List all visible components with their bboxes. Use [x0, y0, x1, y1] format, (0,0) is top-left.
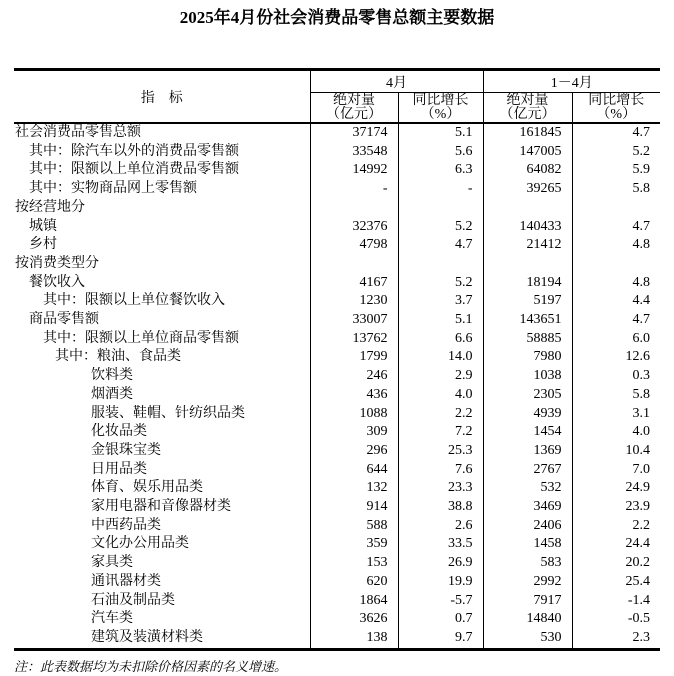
cum-absolute-cell: 140433 [483, 218, 572, 237]
apr-growth-cell: 19.9 [398, 573, 483, 592]
cum-growth-cell: 4.8 [632, 274, 650, 290]
table-row [14, 479, 660, 498]
apr-growth-cell [398, 255, 483, 274]
apr-growth-cell: 6.3 [398, 161, 483, 180]
cum-growth-cell: 4.4 [632, 293, 650, 309]
indicator-cell: 中西药品类 [14, 517, 310, 536]
table-row [14, 311, 660, 330]
indicator-cell: 按经营地分 [14, 199, 310, 218]
table-row [14, 274, 660, 293]
header-cum-growth [572, 93, 660, 124]
indicator-cell: 商品零售额 [14, 311, 310, 330]
cum-growth-cell: 24.9 [625, 480, 650, 496]
indicator-cell: 其中：限额以上单位商品零售额 [14, 330, 310, 349]
footnote: 注：此表数据均为未扣除价格因素的名义增速。 [14, 658, 288, 674]
cum-growth-cell: 10.4 [625, 442, 650, 458]
cum-absolute-cell: 7980 [483, 348, 572, 367]
header-apr-growth-line2: （%） [420, 106, 461, 122]
header-april: 4月 [310, 70, 483, 93]
table-row [14, 255, 660, 274]
cum-growth-cell: 12.6 [625, 349, 650, 365]
apr-growth-cell: 26.9 [398, 554, 483, 573]
indicator-cell: 其中：限额以上单位餐饮收入 [14, 292, 310, 311]
cum-absolute-cell: 18194 [483, 274, 572, 293]
apr-absolute-cell: 132 [310, 479, 398, 498]
header-apr-absolute [310, 93, 398, 124]
cum-growth-cell: -1.4 [627, 592, 650, 608]
apr-growth-cell: 33.5 [398, 535, 483, 554]
apr-absolute-cell [310, 199, 398, 218]
cum-growth-cell: 3.1 [632, 405, 650, 421]
indicator-cell: 其中：限额以上单位消费品零售额 [14, 161, 310, 180]
apr-growth-cell: 4.7 [398, 236, 483, 255]
apr-absolute-cell: 153 [310, 554, 398, 573]
table-row [14, 367, 660, 386]
cum-absolute-cell: 64082 [483, 161, 572, 180]
indicator-cell: 通讯器材类 [14, 573, 310, 592]
table-row [14, 554, 660, 573]
table-row [14, 592, 660, 611]
table-row [14, 610, 660, 629]
cum-absolute-cell [483, 255, 572, 274]
cum-growth-cell: 20.2 [625, 555, 650, 571]
table-body [14, 123, 660, 649]
apr-absolute-cell: 33548 [310, 143, 398, 162]
table-row [14, 180, 660, 199]
header-cum-absolute-line2: （亿元） [499, 106, 556, 122]
header-apr-growth [398, 93, 483, 124]
table-row [14, 442, 660, 461]
header-cum-growth-line2: （%） [596, 106, 637, 122]
apr-absolute-cell: 644 [310, 461, 398, 480]
cum-growth-cell: 25.4 [625, 573, 650, 589]
apr-growth-cell: 5.2 [398, 274, 483, 293]
apr-absolute-cell: 588 [310, 517, 398, 536]
cum-growth-cell: 2.3 [632, 629, 650, 645]
table-row [14, 573, 660, 592]
apr-absolute-cell: 138 [310, 629, 398, 649]
header-cum-absolute-line1: 绝对量 [506, 92, 549, 108]
cum-absolute-cell: 1038 [483, 367, 572, 386]
table-row [14, 405, 660, 424]
cum-absolute-cell: 7917 [483, 592, 572, 611]
table-row [14, 386, 660, 405]
cum-absolute-cell: 2305 [483, 386, 572, 405]
cum-absolute-cell [483, 199, 572, 218]
cum-absolute-cell: 147005 [483, 143, 572, 162]
cum-absolute-cell: 14840 [483, 610, 572, 629]
indicator-cell: 服装、鞋帽、针纺织品类 [14, 405, 310, 424]
apr-absolute-cell: 296 [310, 442, 398, 461]
indicator-cell: 社会消费品零售总额 [14, 123, 310, 143]
table-row [14, 143, 660, 162]
apr-growth-cell: 38.8 [398, 498, 483, 517]
apr-absolute-cell: 1230 [310, 292, 398, 311]
apr-growth-cell: 7.2 [398, 423, 483, 442]
table-row [14, 123, 660, 143]
apr-growth-cell [398, 199, 483, 218]
apr-absolute-cell: 914 [310, 498, 398, 517]
apr-growth-cell: 5.1 [398, 123, 483, 143]
indicator-cell: 汽车类 [14, 610, 310, 629]
indicator-cell: 烟酒类 [14, 386, 310, 405]
cum-absolute-cell: 143651 [483, 311, 572, 330]
apr-absolute-cell: 14992 [310, 161, 398, 180]
table-header [14, 70, 660, 124]
cum-growth-cell: 23.9 [625, 499, 650, 515]
cum-growth-cell: -0.5 [627, 611, 650, 627]
apr-absolute-cell: 3626 [310, 610, 398, 629]
header-group-row [14, 70, 660, 93]
apr-absolute-cell: - [310, 180, 398, 199]
table-row [14, 498, 660, 517]
cum-growth-cell: 7.0 [632, 461, 650, 477]
apr-absolute-cell: 1864 [310, 592, 398, 611]
cum-growth-cell: 4.7 [632, 125, 650, 140]
indicator-cell: 体育、娱乐用品类 [14, 479, 310, 498]
apr-growth-cell: 5.2 [398, 218, 483, 237]
cum-growth-cell: 4.7 [632, 218, 650, 234]
indicator-cell: 城镇 [14, 218, 310, 237]
cum-growth-cell [572, 199, 660, 218]
cum-growth-cell: 5.9 [632, 162, 650, 178]
apr-absolute-cell: 1799 [310, 348, 398, 367]
apr-growth-cell: 5.1 [398, 311, 483, 330]
cum-growth-cell: 5.2 [632, 143, 650, 159]
header-indicator: 指 标 [14, 70, 310, 124]
cum-growth-cell: 4.0 [632, 424, 650, 440]
apr-growth-cell: -5.7 [398, 592, 483, 611]
indicator-cell: 其中：实物商品网上零售额 [14, 180, 310, 199]
apr-absolute-cell: 33007 [310, 311, 398, 330]
apr-growth-cell: 6.6 [398, 330, 483, 349]
apr-growth-cell: 4.0 [398, 386, 483, 405]
cum-absolute-cell: 21412 [483, 236, 572, 255]
cum-growth-cell: 24.4 [625, 536, 650, 552]
cum-growth-cell: 4.8 [632, 237, 650, 253]
indicator-cell: 其中：除汽车以外的消费品零售额 [14, 143, 310, 162]
apr-absolute-cell: 359 [310, 535, 398, 554]
cum-absolute-cell: 1369 [483, 442, 572, 461]
cum-growth-cell [572, 255, 660, 274]
apr-absolute-cell: 309 [310, 423, 398, 442]
indicator-cell: 其中：粮油、食品类 [14, 348, 310, 367]
cum-absolute-cell: 1458 [483, 535, 572, 554]
indicator-cell: 金银珠宝类 [14, 442, 310, 461]
indicator-cell: 家用电器和音像器材类 [14, 498, 310, 517]
header-apr-growth-line1: 同比增长 [412, 92, 469, 108]
apr-growth-cell: 25.3 [398, 442, 483, 461]
header-cum-absolute [483, 93, 572, 124]
cum-absolute-cell: 58885 [483, 330, 572, 349]
apr-growth-cell: 23.3 [398, 479, 483, 498]
apr-absolute-cell: 1088 [310, 405, 398, 424]
cum-absolute-cell: 532 [483, 479, 572, 498]
apr-absolute-cell: 436 [310, 386, 398, 405]
retail-stats-table [14, 68, 660, 651]
indicator-cell: 饮料类 [14, 367, 310, 386]
header-apr-absolute-line1: 绝对量 [333, 92, 375, 108]
cum-absolute-cell: 161845 [483, 123, 572, 143]
indicator-cell: 按消费类型分 [14, 255, 310, 274]
apr-absolute-cell: 620 [310, 573, 398, 592]
cum-absolute-cell: 5197 [483, 292, 572, 311]
cum-absolute-cell: 2992 [483, 573, 572, 592]
cum-absolute-cell: 1454 [483, 423, 572, 442]
apr-absolute-cell [310, 255, 398, 274]
cum-growth-cell: 0.3 [632, 368, 650, 384]
apr-growth-cell: 0.7 [398, 610, 483, 629]
cum-absolute-cell: 4939 [483, 405, 572, 424]
cum-absolute-cell: 2406 [483, 517, 572, 536]
indicator-cell: 餐饮收入 [14, 274, 310, 293]
cum-growth-cell: 5.8 [632, 181, 650, 197]
cum-absolute-cell: 3469 [483, 498, 572, 517]
cum-absolute-cell: 530 [483, 629, 572, 649]
table-row [14, 292, 660, 311]
indicator-cell: 乡村 [14, 236, 310, 255]
apr-absolute-cell: 4167 [310, 274, 398, 293]
table-row [14, 330, 660, 349]
table-row [14, 423, 660, 442]
indicator-cell: 日用品类 [14, 461, 310, 480]
apr-growth-cell: 7.6 [398, 461, 483, 480]
apr-growth-cell: 2.9 [398, 367, 483, 386]
apr-absolute-cell: 13762 [310, 330, 398, 349]
table-row [14, 535, 660, 554]
indicator-cell: 家具类 [14, 554, 310, 573]
cum-growth-cell: 2.2 [632, 517, 650, 533]
apr-growth-cell: - [398, 180, 483, 199]
indicator-cell: 化妆品类 [14, 423, 310, 442]
table-row [14, 161, 660, 180]
page-title: 2025年4月份社会消费品零售总额主要数据 [179, 8, 495, 27]
cum-growth-cell: 6.0 [632, 330, 650, 346]
cum-absolute-cell: 39265 [483, 180, 572, 199]
cum-absolute-cell: 583 [483, 554, 572, 573]
apr-absolute-cell: 246 [310, 367, 398, 386]
apr-absolute-cell: 4798 [310, 236, 398, 255]
apr-growth-cell: 5.6 [398, 143, 483, 162]
apr-absolute-cell: 32376 [310, 218, 398, 237]
apr-absolute-cell: 37174 [310, 123, 398, 143]
table-row [14, 236, 660, 255]
indicator-cell: 建筑及装潢材料类 [14, 629, 310, 649]
table-row [14, 629, 660, 649]
cum-growth-cell: 4.7 [632, 312, 650, 328]
header-cum-growth-line1: 同比增长 [588, 92, 645, 108]
table-row [14, 218, 660, 237]
indicator-cell: 文化办公用品类 [14, 535, 310, 554]
apr-growth-cell: 2.6 [398, 517, 483, 536]
header-jan-apr: 1－4月 [483, 70, 660, 93]
cum-absolute-cell: 2767 [483, 461, 572, 480]
apr-growth-cell: 9.7 [398, 629, 483, 649]
apr-growth-cell: 2.2 [398, 405, 483, 424]
table-row [14, 461, 660, 480]
table-row [14, 348, 660, 367]
table-row [14, 517, 660, 536]
apr-growth-cell: 3.7 [398, 292, 483, 311]
cum-growth-cell: 5.8 [632, 386, 650, 402]
table-row [14, 199, 660, 218]
apr-growth-cell: 14.0 [398, 348, 483, 367]
indicator-cell: 石油及制品类 [14, 592, 310, 611]
header-apr-absolute-line2: （亿元） [326, 106, 382, 122]
